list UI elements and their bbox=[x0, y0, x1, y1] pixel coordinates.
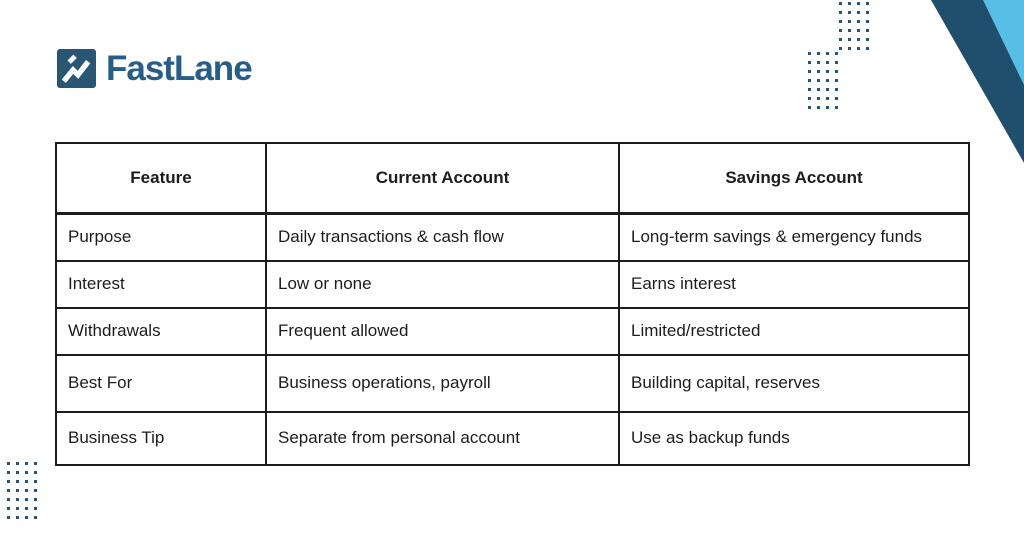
dot bbox=[839, 20, 842, 23]
dot bbox=[835, 106, 838, 109]
dot bbox=[34, 471, 37, 474]
table-row bbox=[56, 308, 969, 355]
dot bbox=[866, 2, 869, 5]
dot bbox=[7, 462, 10, 465]
comparison-table bbox=[55, 142, 970, 466]
cell-current: Frequent allowed bbox=[266, 308, 619, 355]
dot bbox=[16, 498, 19, 501]
cell-feature: Purpose bbox=[56, 214, 266, 261]
cell-feature: Interest bbox=[56, 261, 266, 308]
dot bbox=[34, 489, 37, 492]
cell-feature: Business Tip bbox=[56, 412, 266, 465]
cell-savings: Limited/restricted bbox=[619, 308, 969, 355]
dot bbox=[16, 507, 19, 510]
column-header-savings-account: Savings Account bbox=[619, 143, 969, 214]
dot bbox=[835, 70, 838, 73]
dot bbox=[7, 516, 10, 519]
column-header-current-account: Current Account bbox=[266, 143, 619, 214]
dot bbox=[826, 70, 829, 73]
cell-current: Low or none bbox=[266, 261, 619, 308]
dot-grid-bottom-left bbox=[7, 462, 37, 519]
dot bbox=[25, 498, 28, 501]
dot bbox=[808, 106, 811, 109]
dot bbox=[817, 88, 820, 91]
cell-savings: Building capital, reserves bbox=[619, 355, 969, 412]
dot bbox=[866, 29, 869, 32]
dot bbox=[34, 507, 37, 510]
dot bbox=[857, 2, 860, 5]
dot bbox=[857, 29, 860, 32]
dot bbox=[25, 462, 28, 465]
dot bbox=[848, 29, 851, 32]
dot bbox=[25, 516, 28, 519]
table-row bbox=[56, 214, 969, 261]
dot bbox=[826, 61, 829, 64]
dot bbox=[866, 11, 869, 14]
brand-logo bbox=[57, 49, 252, 88]
dot bbox=[7, 507, 10, 510]
brand-name: FastLane bbox=[106, 49, 252, 88]
dot bbox=[7, 471, 10, 474]
cell-savings: Earns interest bbox=[619, 261, 969, 308]
dot bbox=[848, 20, 851, 23]
cell-savings: Long-term savings & emergency funds bbox=[619, 214, 969, 261]
cell-current: Business operations, payroll bbox=[266, 355, 619, 412]
table-row bbox=[56, 412, 969, 465]
dot bbox=[25, 480, 28, 483]
dot bbox=[866, 47, 869, 50]
dot bbox=[808, 52, 811, 55]
dot bbox=[866, 38, 869, 41]
dot bbox=[817, 106, 820, 109]
dot bbox=[835, 97, 838, 100]
dot bbox=[25, 471, 28, 474]
dot bbox=[808, 79, 811, 82]
dot bbox=[839, 11, 842, 14]
dot bbox=[839, 29, 842, 32]
dot bbox=[826, 88, 829, 91]
dot bbox=[826, 106, 829, 109]
cell-feature: Withdrawals bbox=[56, 308, 266, 355]
dot bbox=[16, 516, 19, 519]
table-row bbox=[56, 355, 969, 412]
dot bbox=[7, 489, 10, 492]
table-row bbox=[56, 261, 969, 308]
dot bbox=[826, 79, 829, 82]
runner-icon bbox=[57, 49, 96, 88]
dot bbox=[857, 47, 860, 50]
dot bbox=[25, 489, 28, 492]
dot bbox=[7, 480, 10, 483]
dot-grid-top-right-upper bbox=[839, 2, 869, 50]
dot bbox=[835, 52, 838, 55]
column-header-feature: Feature bbox=[56, 143, 266, 214]
dot bbox=[866, 20, 869, 23]
dot bbox=[817, 70, 820, 73]
dot bbox=[25, 507, 28, 510]
dot bbox=[34, 516, 37, 519]
dot bbox=[839, 2, 842, 5]
dot bbox=[848, 2, 851, 5]
dot bbox=[826, 97, 829, 100]
cell-current: Separate from personal account bbox=[266, 412, 619, 465]
dot bbox=[857, 11, 860, 14]
dot bbox=[826, 52, 829, 55]
dot bbox=[848, 11, 851, 14]
cell-savings: Use as backup funds bbox=[619, 412, 969, 465]
dot bbox=[835, 79, 838, 82]
dot bbox=[848, 47, 851, 50]
dot bbox=[817, 79, 820, 82]
dot bbox=[34, 480, 37, 483]
dot bbox=[16, 489, 19, 492]
cell-feature: Best For bbox=[56, 355, 266, 412]
dot bbox=[817, 97, 820, 100]
dot bbox=[808, 70, 811, 73]
dot bbox=[16, 462, 19, 465]
table-header-row bbox=[56, 143, 969, 214]
dot bbox=[808, 97, 811, 100]
dot bbox=[857, 20, 860, 23]
dot bbox=[848, 38, 851, 41]
dot bbox=[7, 498, 10, 501]
dot bbox=[835, 61, 838, 64]
dot bbox=[835, 88, 838, 91]
dot bbox=[808, 88, 811, 91]
dot bbox=[839, 38, 842, 41]
dot bbox=[817, 52, 820, 55]
dot bbox=[34, 462, 37, 465]
dot bbox=[839, 47, 842, 50]
dot bbox=[808, 61, 811, 64]
dot bbox=[16, 471, 19, 474]
dot bbox=[817, 61, 820, 64]
cell-current: Daily transactions & cash flow bbox=[266, 214, 619, 261]
dot-grid-top-right-lower bbox=[808, 52, 838, 109]
dot bbox=[16, 480, 19, 483]
dot bbox=[34, 498, 37, 501]
dot bbox=[857, 38, 860, 41]
